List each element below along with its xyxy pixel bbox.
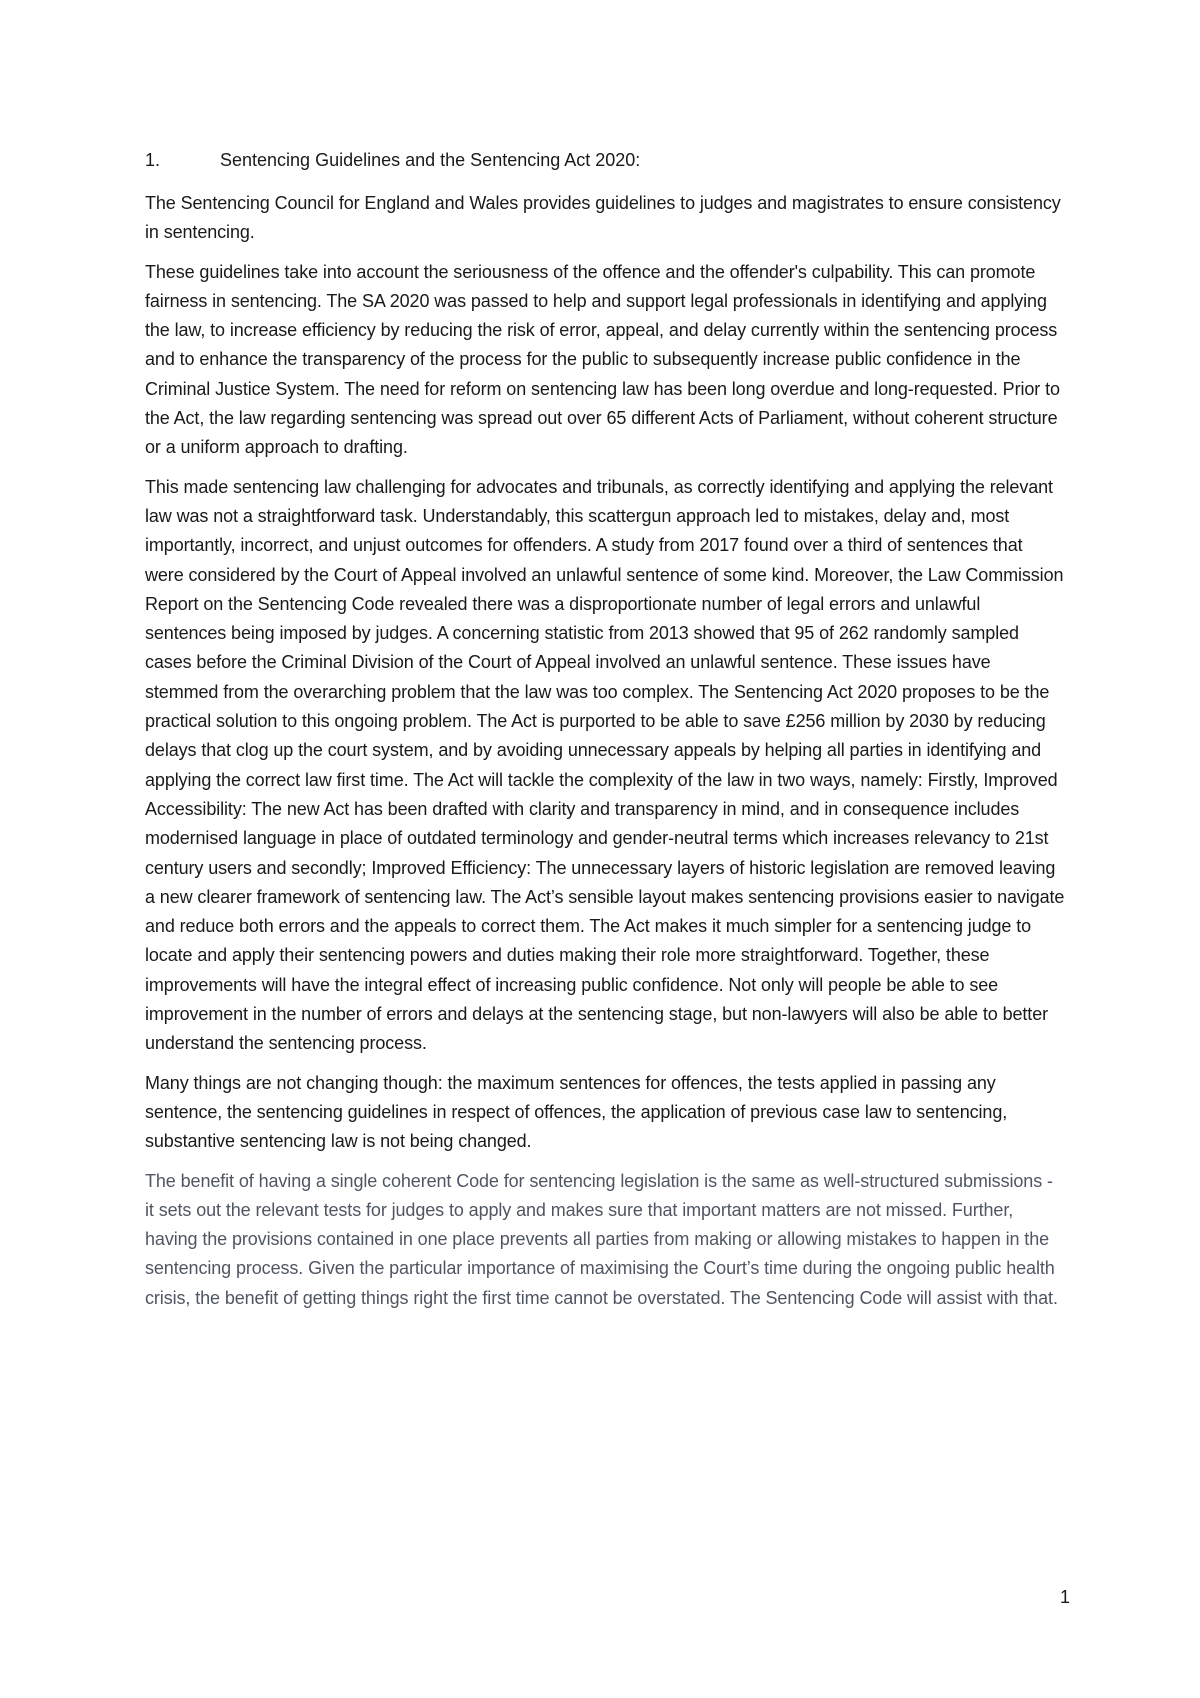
section-title: Sentencing Guidelines and the Sentencing Act 2020:: [220, 150, 641, 170]
page-number: 1: [1059, 1587, 1070, 1607]
document-body: [145, 146, 1065, 1323]
section-heading: [145, 146, 1065, 175]
paragraph-4: Many things are not changing though: the maximum sentences for offences, the tests applied in passing any sentence, the sentencing guidelines in respect of offences, the application of previous case law to sentencing, substantive sentencing law is not being changed.: [145, 1072, 1008, 1152]
paragraph-1: The Sentencing Council for England and Wales provides guidelines to judges and magistrates to ensure consistency in sentencing.: [145, 193, 1061, 243]
paragraph-2: These guidelines take into account the seriousness of the offence and the offender's culpability. This can promote fairness in sentencing. The SA 2020 was passed to help and support legal professionals in identifying and applying the law, to increase efficiency by reducing the risk of error, appeal, and delay currently within the sentencing process and to enhance the transparency of the process for the public to subsequently increase public confidence in the Criminal Justice System. The need for reform on sentencing law has been long overdue and long-requested. Prior to the Act, the law regarding sentencing was spread out over 65 different Acts of Parliament, without coherent structure or a uniform approach to drafting.: [145, 261, 1060, 458]
section-number: 1.: [145, 150, 161, 170]
paragraph-3: This made sentencing law challenging for advocates and tribunals, as correctly identifying and applying the relevant law was not a straightforward task. Understandably, this scattergun approach led to mistakes, delay and, most importantly, incorrect, and unjust outcomes for offenders. A study from 2017 found over a third of sentences that were considered by the Court of Appeal involved an unlawful sentence of some kind. Moreover, the Law Commission Report on the Sentencing Code revealed there was a disproportionate number of legal errors and unlawful sentences being imposed by judges. A concerning statistic from 2013 showed that 95 of 262 randomly sampled cases before the Criminal Division of the Court of Appeal involved an unlawful sentence. These issues have stemmed from the overarching problem that the law was too complex. The Sentencing Act 2020 proposes to be the practical solution to this ongoing problem. The Act is purported to be able to save £256 million by 2030 by reducing delays that clog up the court system, and by avoiding unnecessary appeals by helping all parties in identifying and applying the correct law first time. The Act will tackle the complexity of the law in two ways, namely: Firstly, Improved Accessibility: The new Act has been drafted with clarity and transparency in mind, and in consequence includes modernised language in place of outdated terminology and gender-neutral terms which increases relevancy to 21st century users and secondly; Improved Efficiency: The unnecessary layers of historic legislation are removed leaving a new clearer framework of sentencing law. The Act’s sensible layout makes sentencing provisions easier to navigate and reduce both errors and the appeals to correct them. The Act makes it much simpler for a sentencing judge to locate and apply their sentencing powers and duties making their role more straightforward. Together, these improvements will have the integral effect of increasing public confidence. Not only will people be able to see improvement in the number of errors and delays at the sentencing stage, but non-lawyers will also be able to better understand the sentencing process.: [145, 476, 1065, 1054]
paragraph-5: The benefit of having a single coherent Code for sentencing legislation is the same as well-structured submissions - it sets out the relevant tests for judges to apply and makes sure that important matters are not missed. Further, having the provisions contained in one place prevents all parties from making or allowing mistakes to happen in the sentencing process. Given the particular importance of maximising the Court’s time during the ongoing public health crisis, the benefit of getting things right the first time cannot be overstated. The Sentencing Code will assist with that.: [145, 1170, 1058, 1308]
